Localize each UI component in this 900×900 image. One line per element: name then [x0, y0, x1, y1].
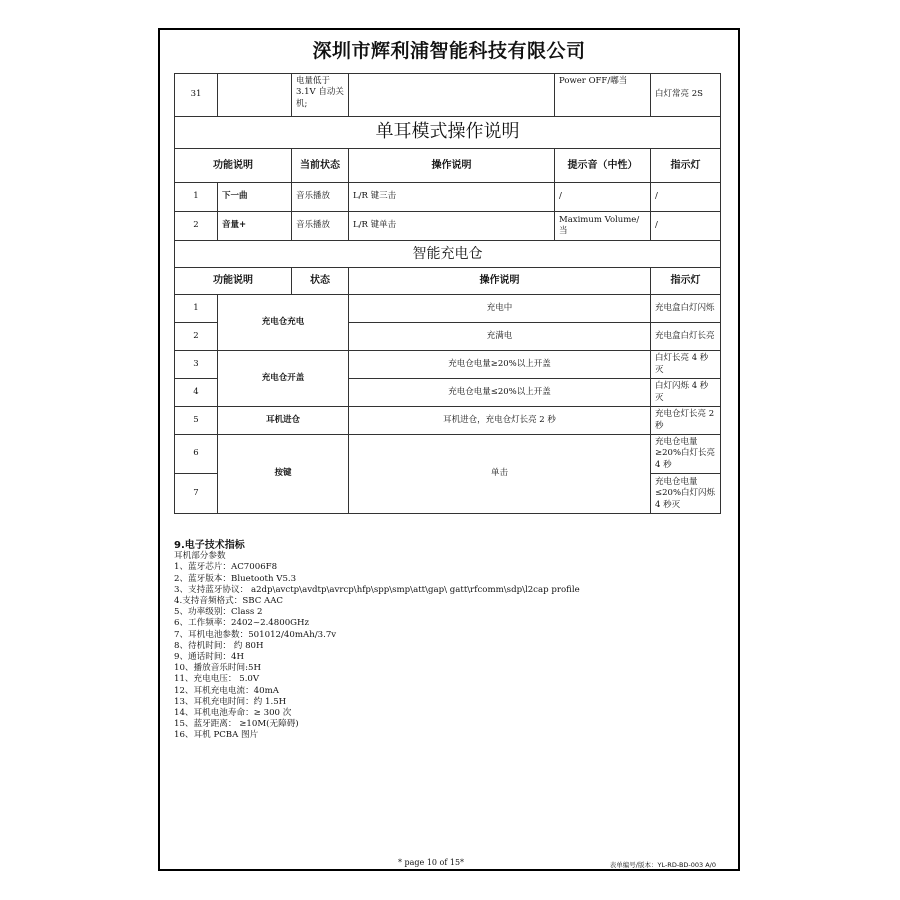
- specs-subtitle: 耳机部分参数: [174, 551, 226, 562]
- row-func: 充电仓充电: [218, 295, 349, 351]
- row-operation: 充电中: [349, 295, 651, 323]
- list-item: 16、耳机 PCBA 图片: [174, 730, 259, 741]
- list-item: 9、通话时间：4H: [174, 652, 244, 663]
- list-item: 4.支持音频格式：SBC AAC: [174, 596, 284, 607]
- row-indicator: /: [651, 183, 721, 212]
- header-indicator: 指示灯: [651, 149, 721, 183]
- row-indicator: 充电盒白灯闪烁: [651, 295, 721, 323]
- row-operation: 充电仓电量≥20%以上开盖: [349, 351, 651, 379]
- page-number: * page 10 of 15*: [398, 858, 465, 867]
- row-no: 1: [175, 295, 218, 323]
- header-tone: 提示音（中性）: [555, 149, 651, 183]
- section-title: 智能充电仓: [175, 241, 721, 268]
- row-operation: 耳机进仓，充电仓灯长亮 2 秒: [349, 407, 651, 435]
- header-row: [175, 268, 721, 295]
- row-func: [218, 74, 292, 117]
- row-no: 4: [175, 379, 218, 407]
- list-item: 10、播放音乐时间:5H: [174, 663, 261, 674]
- row-no: 7: [175, 474, 218, 514]
- list-item: 13、耳机充电时间：约 1.5H: [174, 696, 287, 707]
- company-name: 深圳市辉利浦智能科技有限公司: [312, 40, 586, 62]
- operation-table: [174, 73, 721, 514]
- row-state: 电量低于3.1V 自动关机;: [292, 74, 349, 117]
- row-indicator: 白灯常亮 2S: [651, 74, 721, 117]
- row-func: 下一曲: [218, 183, 292, 212]
- row-tone: Power OFF/嘟当: [555, 74, 651, 117]
- section-title: 单耳模式操作说明: [175, 117, 721, 149]
- row-indicator: 充电盒白灯长亮: [651, 323, 721, 351]
- header-operation: 操作说明: [349, 268, 651, 295]
- table-row: [175, 74, 721, 117]
- row-state: 音乐播放: [292, 212, 349, 241]
- section-row: [175, 241, 721, 268]
- list-item: 11、充电电压： 5.0V: [174, 674, 260, 685]
- row-no: 5: [175, 407, 218, 435]
- row-indicator: 白灯闪烁 4 秒灭: [651, 379, 721, 407]
- row-tone: Maximum Volume/当: [555, 212, 651, 241]
- form-code: 表单编号/版本：YL-RD-BD-003 A/0: [609, 861, 716, 869]
- list-item: 3、支持蓝牙协议： a2dp\avctp\avdtp\avrcp\hfp\spp\smp\att\gap\ gatt\rfcomm\sdp\l2cap profile: [174, 584, 580, 595]
- section-row: [175, 117, 721, 149]
- table-row: [175, 351, 721, 379]
- list-item: 14、耳机电池寿命：≥ 300 次: [174, 708, 292, 719]
- header-operation: 操作说明: [349, 149, 555, 183]
- header-indicator: 指示灯: [651, 268, 721, 295]
- table-row: [175, 407, 721, 435]
- header-func: 功能说明: [175, 149, 292, 183]
- row-func: 按键: [218, 435, 349, 514]
- table-row: [175, 183, 721, 212]
- row-operation: 充满电: [349, 323, 651, 351]
- row-indicator: 充电仓灯长亮 2 秒: [651, 407, 721, 435]
- row-indicator: /: [651, 212, 721, 241]
- list-item: 15、蓝牙距离： ≥10M(无障碍): [174, 719, 299, 730]
- table-row: [175, 295, 721, 323]
- row-no: 6: [175, 435, 218, 474]
- row-indicator: 充电仓电量≤20%白灯闪烁 4 秒灭: [651, 474, 721, 514]
- row-no: 2: [175, 212, 218, 241]
- list-item: 12、耳机充电电流：40mA: [174, 685, 279, 696]
- list-item: 2、蓝牙版本：Bluetooth V5.3: [174, 573, 297, 584]
- row-indicator: 充电仓电量≥20%白灯长亮 4 秒: [651, 435, 721, 474]
- row-operation: L/R 键单击: [349, 212, 555, 241]
- row-operation: 充电仓电量≤20%以上开盖: [349, 379, 651, 407]
- row-tone: /: [555, 183, 651, 212]
- row-no: 3: [175, 351, 218, 379]
- row-state: 音乐播放: [292, 183, 349, 212]
- row-no: 1: [175, 183, 218, 212]
- header-func: 功能说明: [175, 268, 292, 295]
- row-no: 2: [175, 323, 218, 351]
- row-operation: 单击: [349, 435, 651, 514]
- list-item: 8、待机时间： 约 80H: [174, 640, 264, 651]
- header-state: 状态: [292, 268, 349, 295]
- row-func: 音量+: [218, 212, 292, 241]
- row-operation: L/R 键三击: [349, 183, 555, 212]
- header-state: 当前状态: [292, 149, 349, 183]
- row-indicator: 白灯长亮 4 秒灭: [651, 351, 721, 379]
- row-operation: [349, 74, 555, 117]
- list-item: 5、功率级别：Class 2: [174, 607, 263, 618]
- table-row: [175, 435, 721, 474]
- list-item: 1、蓝牙芯片：AC7006F8: [174, 562, 278, 573]
- list-item: 6、工作频率：2402~2.4800GHz: [174, 618, 310, 629]
- specs-title: 9.电子技术指标: [174, 540, 245, 551]
- header-row: [175, 149, 721, 183]
- row-func: 充电仓开盖: [218, 351, 349, 407]
- row-func: 耳机进仓: [218, 407, 349, 435]
- tech-specs: [174, 540, 580, 742]
- page-frame: [158, 28, 740, 871]
- row-no: 31: [175, 74, 218, 117]
- list-item: 7、耳机电池参数：501012/40mAh/3.7v: [174, 629, 337, 640]
- table-row: [175, 212, 721, 241]
